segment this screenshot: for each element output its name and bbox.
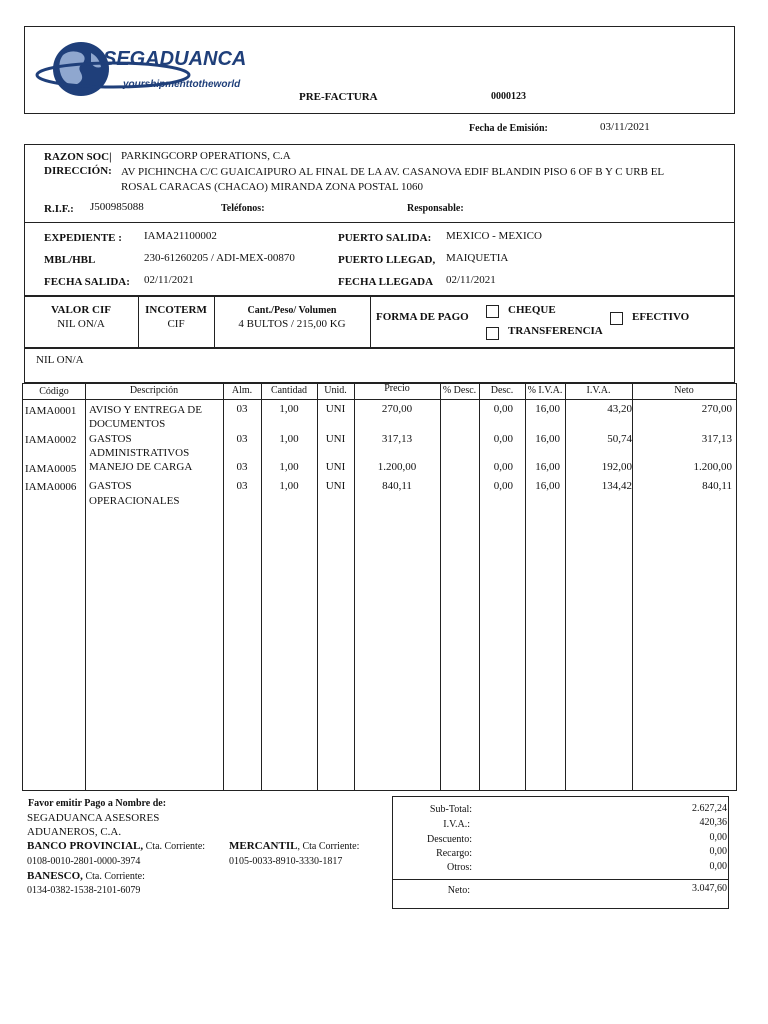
note-text: NIL ON/A [36,354,84,366]
table-row-unid: UNI [325,433,346,445]
bank-mercantil [229,840,359,852]
descuento-label: Descuento: [427,834,472,845]
rif-value: J500985088 [90,201,144,213]
salida-value: 02/11/2021 [144,274,194,286]
table-row-cant: 1,00 [279,461,299,473]
descuento-value: 0,00 [709,832,727,843]
table-row-alm: 03 [236,461,248,473]
table-row-alm: 03 [236,403,248,415]
cant-label: Cant./Peso/ Volumen [247,305,337,316]
header-iva: I.V.A. [586,385,611,396]
header-neto: Neto [674,385,694,396]
table-row-codigo: IAMA0001 [25,405,77,417]
responsable-label: Responsable: [407,203,464,214]
recargo-label: Recargo: [436,848,472,859]
header-descripcion: Descripción [129,385,179,396]
transferencia-label: TRANSFERENCIA [508,325,603,337]
razon-value: PARKINGCORP OPERATIONS, C.A [121,150,291,162]
table-row-desc: MANEJO DE CARGA [89,461,193,473]
doc-title: PRE-FACTURA [299,91,378,103]
table-row-iva: 50,74 [607,433,632,445]
expediente-label: EXPEDIENTE : [44,232,122,244]
table-row-alm: 03 [236,433,248,445]
note-box [24,348,735,383]
valor-label: VALOR CIF [50,304,111,316]
bank-provincial-name: BANCO PROVINCIAL, [27,840,144,852]
neto-value: 3.047,60 [692,883,727,894]
table-row-piva: 16,00 [535,433,560,445]
cheque-label: CHEQUE [508,304,556,316]
table-row-unid: UNI [325,403,346,415]
bank-provincial [27,840,205,852]
tagline-text: yourshipmenttotheworld [123,79,241,90]
emision-date: 03/11/2021 [600,121,650,133]
table-row-neto: 840,11 [702,480,732,492]
table-row-neto: 317,13 [701,433,732,445]
bank-banesco-account: 0134-0382-1538-2101-6079 [27,885,141,896]
valor-value: NIL ON/A [57,318,105,330]
table-row-neto: 1.200,00 [693,461,732,473]
puerto-llegada-value: MAIQUETIA [446,252,509,264]
otros-label: Otros: [447,862,472,873]
bank-mercantil-account: 0105-0033-8910-3330-1817 [229,856,343,867]
cant-value: 4 BULTOS / 215,00 KG [238,318,346,330]
table-row-cant: 1,00 [279,480,299,492]
table-row-piva: 16,00 [535,461,560,473]
table-row-cant: 1,00 [279,403,299,415]
table-row-descv: 0,00 [493,461,513,473]
table-row-descv: 0,00 [493,480,513,492]
table-row-precio: 840,11 [382,480,412,492]
header-desc: Desc. [490,385,514,396]
header-cantidad: Cantidad [270,385,308,396]
doc-number: 0000123 [491,91,526,102]
mbl-value: 230-61260205 / ADI-MEX-00870 [144,252,295,264]
table-row-alm: 03 [236,480,248,492]
emision-label: Fecha de Emisión: [469,123,548,134]
table-row-desc: GASTOS [89,480,132,492]
efectivo-checkbox[interactable] [610,312,623,325]
table-row-desc: AVISO Y ENTREGA DE [89,404,202,416]
subtotal-value: 2.627,24 [692,803,727,814]
table-row-iva: 43,20 [607,403,632,415]
bank-mercantil-type: , Cta Corriente: [297,841,360,852]
table-row-unid: UNI [325,480,346,492]
direccion-line2: ROSAL CARACAS (CHACAO) MIRANDA ZONA POSTAL 1060 [121,181,424,193]
subtotal-label: Sub-Total: [429,804,472,815]
table-row-desc2: ADMINISTRATIVOS [89,447,190,459]
otros-value: 0,00 [709,861,727,872]
expediente-value: IAMA21100002 [144,230,217,242]
table-row-piva: 16,00 [535,480,560,492]
direccion-label: DIRECCIÓN: [44,165,112,177]
table-row-iva: 134,42 [601,480,632,492]
llegada-value: 02/11/2021 [446,274,496,286]
bank-banesco [27,870,145,882]
payment-title: Favor emitir Pago a Nombre de: [28,798,167,809]
bank-provincial-type: Cta. Corriente: [143,841,206,852]
bank-provincial-account: 0108-0010-2801-0000-3974 [27,856,141,867]
neto-label: Neto: [447,885,470,896]
payee-name-1: SEGADUANCA ASESORES [27,812,160,824]
payee-name-2: ADUANEROS, C.A. [27,826,122,838]
table-row-neto: 270,00 [701,403,732,415]
bank-banesco-type: Cta. Corriente: [82,871,145,882]
iva-label: I.V.A.: [443,819,470,830]
header-precio: Precio [384,383,410,394]
direccion-line1: AV PICHINCHA C/C GUAICAIPURO AL FINAL DE LA AV. CASANOVA EDIF BLANDIN PISO 6 OF B Y C URB EL [121,166,665,178]
table-row-desc2: DOCUMENTOS [89,418,166,430]
header-unid: Unid. [324,385,347,396]
table-row-codigo: IAMA0005 [25,463,77,475]
table-row-desc: GASTOS [89,433,132,445]
efectivo-label: EFECTIVO [632,311,690,323]
table-row-desc2: OPERACIONALES [89,495,180,507]
incoterm-label: INCOTERM [145,304,207,316]
bank-mercantil-name: MERCANTIL [229,840,298,852]
rif-label: R.I.F.: [44,203,74,215]
bank-banesco-name: BANESCO, [27,870,83,882]
iva-value: 420,36 [699,817,727,828]
table-row-codigo: IAMA0006 [25,481,77,493]
puerto-salida-value: MEXICO - MEXICO [446,230,542,242]
puerto-llegada-label: PUERTO LLEGAD, [338,254,436,266]
table-row-codigo: IAMA0002 [25,434,77,446]
puerto-salida-label: PUERTO SALIDA: [338,232,432,244]
telefonos-label: Teléfonos: [221,203,265,214]
segaduanca-logo [33,35,255,99]
forma-pago-label: FORMA DE PAGO [376,311,469,323]
header-pdesc: % Desc. [442,385,477,396]
table-row-descv: 0,00 [493,433,513,445]
table-row-piva: 16,00 [535,403,560,415]
header-codigo: Código [39,386,69,397]
table-row-cant: 1,00 [279,433,299,445]
cheque-checkbox[interactable] [486,305,499,318]
razon-label: RAZON SOC| [44,151,112,163]
brand-text: SEGADUANCA [103,48,247,70]
table-row-iva: 192,00 [601,461,632,473]
recargo-value: 0,00 [709,846,727,857]
header-alm: Alm. [231,385,253,396]
header-piva: % I.V.A. [527,385,563,396]
llegada-label: FECHA LLEGADA [338,276,434,288]
table-row-unid: UNI [325,461,346,473]
mbl-label: MBL/HBL [44,254,96,266]
salida-label: FECHA SALIDA: [44,276,130,288]
table-row-descv: 0,00 [493,403,513,415]
table-row-precio: 317,13 [381,433,413,445]
header-box [24,26,735,114]
table-row-precio: 1.200,00 [377,461,417,473]
table-row-precio: 270,00 [381,403,413,415]
transferencia-checkbox[interactable] [486,327,499,340]
incoterm-value: CIF [167,318,185,330]
